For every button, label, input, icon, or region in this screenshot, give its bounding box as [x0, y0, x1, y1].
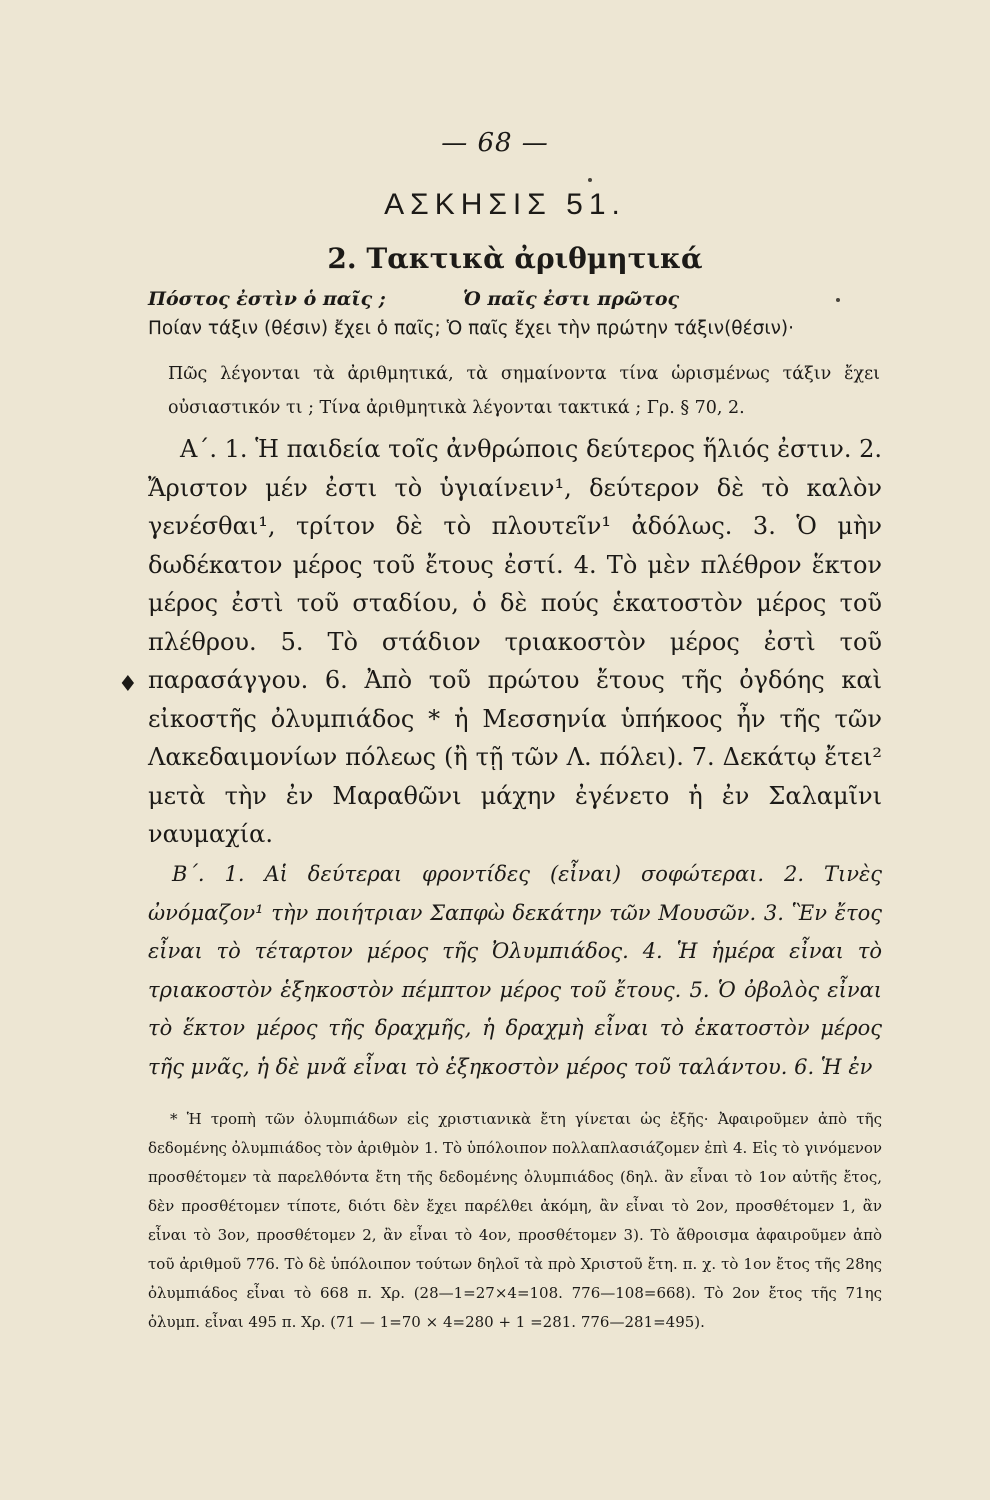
print-speck: [836, 298, 840, 302]
example-question-answer-bold: [148, 288, 868, 310]
section-subheading: 2. Τακτικὰ ἀριθμητικά: [327, 242, 703, 275]
margin-mark: ♦: [118, 672, 138, 697]
page-number: — 68 —: [441, 128, 549, 158]
exercise-heading: ΑΣΚΗΣΙΣ 51.: [384, 188, 626, 221]
exercise-part-a: [148, 430, 882, 854]
exercise-part-b-text: Β΄. 1. Αἱ δεύτεραι φροντίδες (εἶναι) σοφώτεραι. 2. Τινὲς ὠνόμαζον¹ τὴν ποιήτριαν Σαπφὼ δεκάτην τῶν Μουσῶν. 3. Ἓν ἔτος εἶναι τὸ τέταρτον μέρος τῆς Ὀλυμπιάδος. 4. Ἡ ἡμέρα εἶναι τὸ τριακοστὸν ἑξηκοστὸν πέμπτον μέρος τοῦ ἔτους. 5. Ὁ ὀβολὸς εἶναι τὸ ἕκτον μέρος τῆς δραχμῆς, ἡ δραχμὴ εἶναι τὸ ἑκατοστὸν μέρος τῆς μνᾶς, ἡ δὲ μνᾶ εἶναι τὸ ἑξηκοστὸν μέρος τοῦ ταλάντου. 6. Ἡ ἐν: [148, 862, 882, 1079]
footnote: [148, 1105, 882, 1337]
footnote-text: * Ἡ τροπὴ τῶν ὀλυμπιάδων εἰς χριστιανικὰ ἔτη γίνεται ὡς ἑξῆς· Ἀφαιροῦμεν ἀπὸ τῆς δεδομένης ὀλυμπιάδος τὸν ἀριθμὸν 1. Τὸ ὑπόλοιπον πολλαπλασιάζομεν ἐπὶ 4. Εἰς τὸ γινόμενον προσθέτομεν τὰ παρελθόντα ἔτη τῆς δεδομένης ὀλυμπιάδος (δηλ. ἂν εἶναι τὸ 1ον αὐτῆς ἔτος, δὲν προσθέτομεν τίποτε, διότι δὲν ἔχει παρέλθει ἀκόμη, ἂν εἶναι τὸ 2ον, προσθέτομεν 1, ἂν εἶναι τὸ 3ον, προσθέτομεν 2, ἂν εἶναι τὸ 4ον, προσθέτομεν 3). Τὸ ἄθροισμα ἀφαιροῦμεν ἀπὸ τοῦ ἀριθμοῦ 776. Τὸ δὲ ὑπόλοιπον τούτων δηλοῖ τὰ πρὸ Χριστοῦ ἔτη. π. χ. τὸ 1ον ἔτος τῆς 28ης ὀλυμπιάδος εἶναι τὸ 668 π. Χρ. (28—1=27×4=108. 776—108=668). Τὸ 2ον ἔτος τῆς 71ης ὀλυμπ. εἶναι 495 π. Χρ. (71 — 1=70 × 4=280 + 1 =281. 776—281=495).: [148, 1110, 882, 1331]
example-question-answer-plain: Ποίαν τάξιν (θέσιν) ἔχει ὁ παῖς; Ὁ παῖς ἔχει τὴν πρώτην τάξιν(θέσιν)·: [148, 318, 795, 339]
intro-questions: Πῶς λέγονται τὰ ἀριθμητικά, τὰ σημαίνοντα τίνα ὡρισμένως τάξιν ἔχει οὐσιαστικόν τι ; Τίνα ἀριθμητικὰ λέγονται τακτικά ; Γρ. § 70, 2.: [168, 364, 880, 418]
example-question: Πόστος ἐστὶν ὁ παῖς ;: [148, 288, 386, 310]
exercise-part-a-text: Α΄. 1. Ἡ παιδεία τοῖς ἀνθρώποις δεύτερος ἥλιός ἐστιν. 2. Ἄριστον μέν ἐστι τὸ ὑγιαίνειν¹, δεύτερον δὲ τὸ καλὸν γενέσθαι¹, τρίτον δὲ τὸ πλουτεῖν¹ ἀδόλως. 3. Ὁ μὴν δωδέκατον μέρος τοῦ ἔτους ἐστί. 4. Τὸ μὲν πλέθρον ἕκτον μέρος ἐστὶ τοῦ σταδίου, ὁ δὲ πούς ἑκατοστὸν μέρος τοῦ πλέθρου. 5. Τὸ στάδιον τριακοστὸν μέρος ἐστὶ τοῦ παρασάγγου. 6. Ἀπὸ τοῦ πρώτου ἔτους τῆς ὀγδόης καὶ εἰκοστῆς ὀλυμπιάδος * ἡ Μεσσηνία ὑπήκοος ἦν τῆς τῶν Λακεδαιμονίων πόλεως (ἢ τῇ τῶν Λ. πόλει). 7. Δεκάτῳ ἔτει² μετὰ τὴν ἐν Μαραθῶνι μάχην ἐγένετο ἡ ἐν Σαλαμῖνι ναυμαχία.: [148, 435, 882, 848]
exercise-part-b: [148, 855, 882, 1086]
print-speck: [588, 178, 592, 182]
example-answer: Ὁ παῖς ἐστι πρῶτος: [463, 288, 680, 310]
